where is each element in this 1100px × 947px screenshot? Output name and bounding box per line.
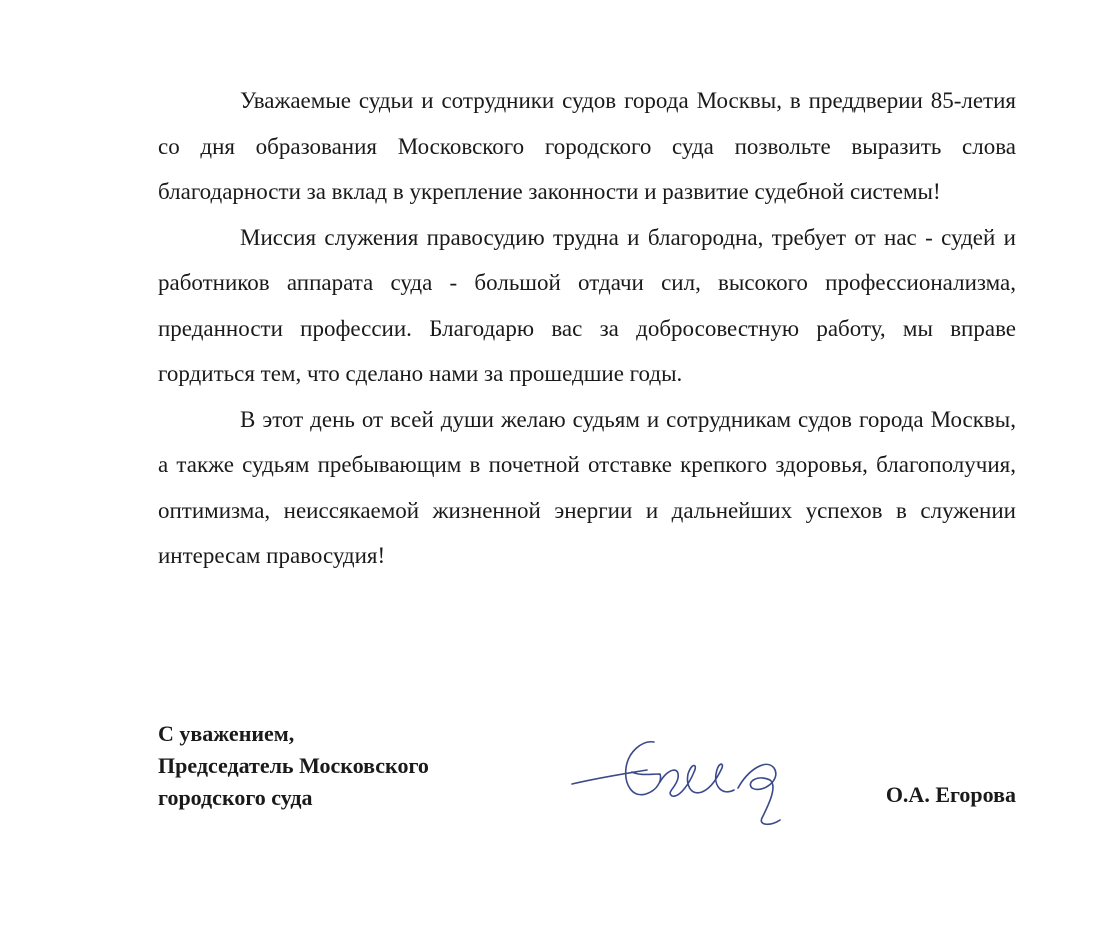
letter-paragraph-3: В этот день от всей души желаю судьям и сотрудникам судов города Москвы, а также судьям пребывающим в почетной отставке крепкого здоровья, благополучия, оптимизма, неиссякаемой жизненной энергии и дальнейших успехов в служении интересам правосудия! [158,406,1016,568]
signature-stroke-3 [660,764,734,796]
letter-paragraph-2: Миссия служения правосудию трудна и благородна, требует от нас - судей и работников аппарата суда - большой отдачи сил, высокого профессионализма, преданности профессии. Благодарю вас за добросовестную работу, мы вправе гордиться тем, что сделано нами за прошедшие годы. [158,224,1016,386]
letter-body [158,78,1016,579]
signature-stroke-4 [738,764,780,824]
closing-title-line-2: городского суда [158,785,313,810]
letter-paragraph-1: Уважаемые судьи и сотрудники судов города Москвы, в преддверии 85-летия со дня образования Московского городского суда позвольте выразить слова благодарности за вклад в укрепление законности и развитие судебной системы! [158,88,1016,204]
signer-name: О.А. Егорова [885,782,1016,807]
handwritten-signature [562,722,832,832]
closing-block [158,718,429,814]
signature-stroke-1 [572,770,647,784]
signature-drawing [562,722,832,832]
closing-title-line-1: Председатель Московского [158,753,429,778]
closing-salutation: С уважением, [158,721,295,746]
signature-stroke-2 [626,742,661,795]
